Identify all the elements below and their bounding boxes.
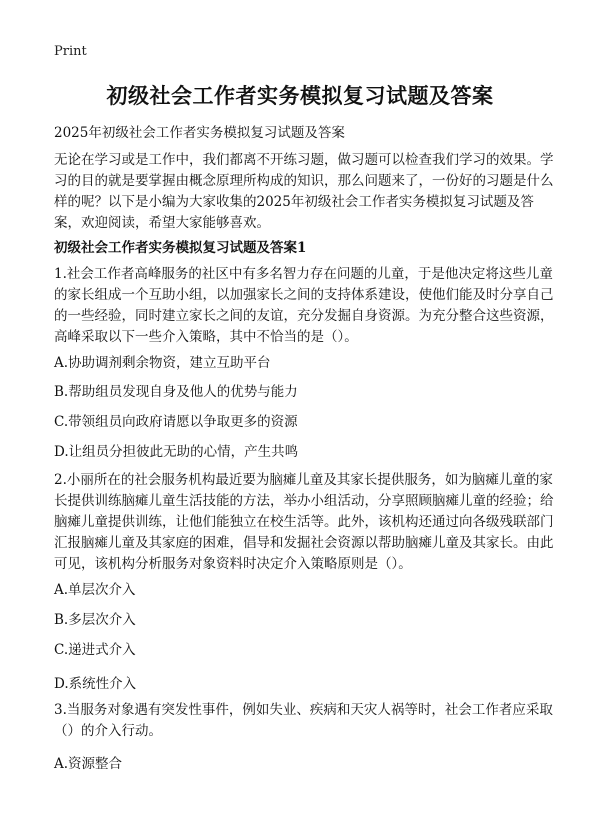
question-2-option-b: B.多层次介入	[54, 612, 136, 628]
intro-paragraph: 无论在学习或是工作中，我们都离不开练习题，做习题可以检查我们学习的效果。学习的目的就是要掌握由概念原理所构成的知识，那么问题来了，一份好的习题是什么样的呢？以下是小编为大家收集的2025年初级社会工作者实务模拟复习试题及答案，欢迎阅读，希望大家能够喜欢。	[54, 152, 554, 231]
page-title: 初级社会工作者实务模拟复习试题及答案	[106, 83, 494, 108]
section-heading: 初级社会工作者实务模拟复习试题及答案1	[54, 240, 307, 256]
question-2-option-c: C.递进式介入	[54, 642, 136, 658]
question-1-text: 1.社会工作者高峰服务的社区中有多名智力存在问题的儿童，于是他决定将这些儿童的家长组成一个互助小组，以加强家长之间的支持体系建设，使他们能及时分享自己的一些经验，同时建立家长之间的友谊，充分发掘自身资源。为充分整合这些资源，高峰采取以下一些介入策略，其中不恰当的是（）。	[54, 266, 554, 345]
question-1-option-d: D.让组员分担彼此无助的心情，产生共鸣	[54, 444, 299, 460]
question-3-option-a: A.资源整合	[54, 756, 123, 772]
question-2-text: 2.小丽所在的社会服务机构最近要为脑瘫儿童及其家长提供服务，如为脑瘫儿童的家长提供训练脑瘫儿童生活技能的方法，举办小组活动，分享照顾脑瘫儿童的经验；给脑瘫儿童提供训练，让他们能独立在校生活等。此外，该机构还通过向各级残联部门汇报脑瘫儿童及其家庭的困难，倡导和发掘社会资源以帮助脑瘫儿童及其家长。由此可见，该机构分析服务对象资料时决定介入策略原则是（）。	[54, 472, 554, 572]
question-1-option-c: C.带领组员向政府请愿以争取更多的资源	[54, 414, 298, 430]
question-2-option-d: D.系统性介入	[54, 676, 137, 692]
subtitle: 2025年初级社会工作者实务模拟复习试题及答案	[54, 125, 345, 141]
question-1-option-a: A.协助调剂剩余物资，建立互助平台	[54, 355, 271, 371]
print-label[interactable]: Print	[54, 44, 87, 59]
question-3-text: 3.当服务对象遇有突发性事件，例如失业、疾病和天灾人祸等时，社会工作者应采取（）的介入行动。	[54, 702, 553, 739]
question-2-option-a: A.单层次介入	[54, 582, 136, 598]
question-1-option-b: B.帮助组员发现自身及他人的优势与能力	[54, 384, 298, 400]
